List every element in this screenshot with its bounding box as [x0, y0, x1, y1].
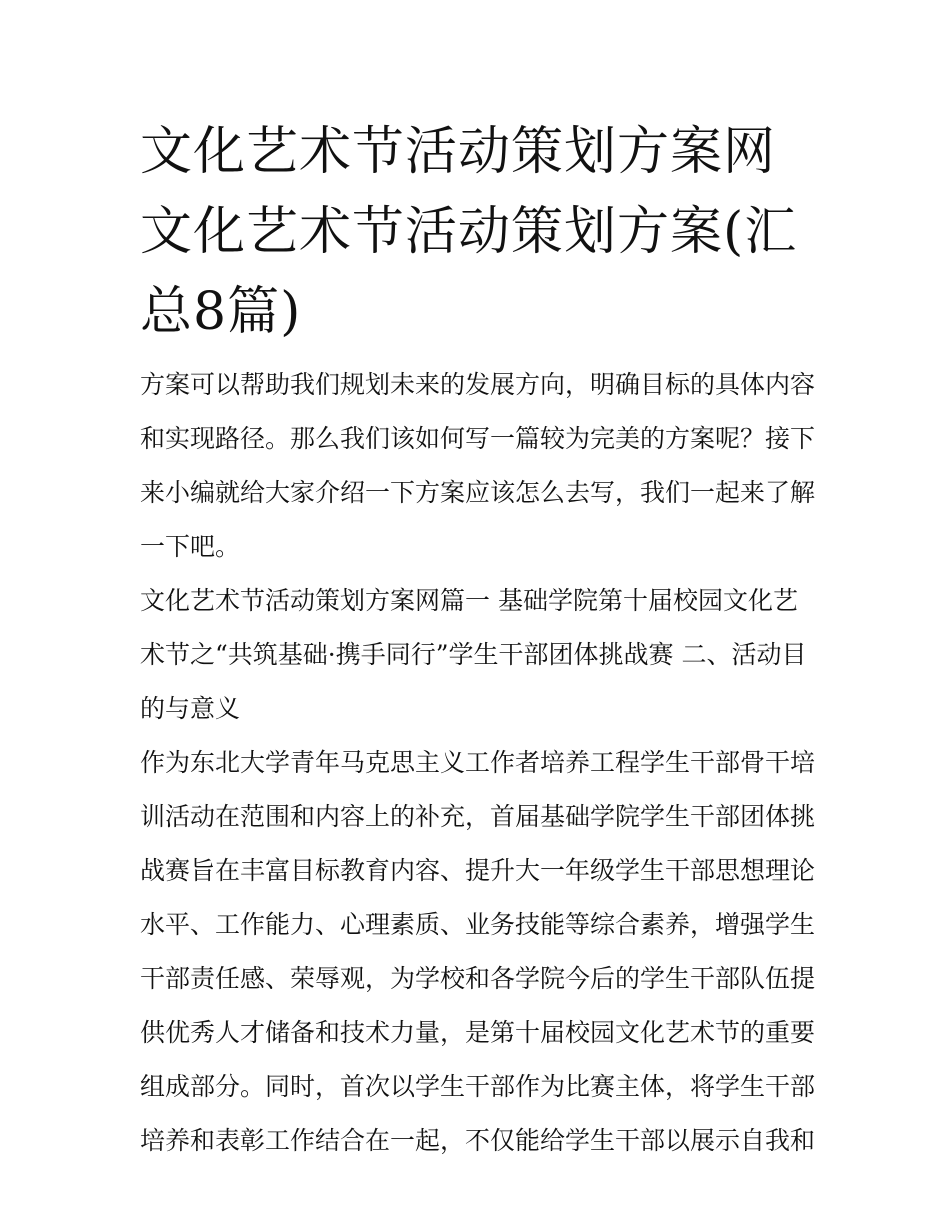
document-page — [140, 112, 815, 1168]
section-heading-paragraph: 文化艺术节活动策划方案网篇一 基础学院第十届校园文化艺术节之“共筑基础·携手同行”学生干部团体挑战赛 二、活动目的与意义 — [140, 586, 807, 723]
body-paragraph: 作为东北大学青年马克思主义工作者培养工程学生干部骨干培训活动在范围和内容上的补充，首届基础学院学生干部团体挑战赛旨在丰富目标教育内容、提升大一年级学生干部思想理论水平、工作能力、心理素质、业务技能等综合素养，增强学生干部责任感、荣辱观，为学校和各学院今后的学生干部队伍提供优秀人才储备和技术力量，是第十届校园文化艺术节的重要组成部分。同时，首次以学生干部作为比赛主体，将学生干部培养和表彰工作结合在一起，不仅能给学生干部以展示自我和 — [140, 748, 816, 1155]
document-title: 文化艺术节活动策划方案网 文化艺术节活动策划方案(汇总8篇) — [140, 122, 798, 342]
intro-paragraph: 方案可以帮助我们规划未来的发展方向，明确目标的具体内容和实现路径。那么我们该如何写一篇较为完美的方案呢？接下来小编就给大家介绍一下方案应该怎么去写，我们一起来了解一下吧。 — [140, 370, 816, 561]
